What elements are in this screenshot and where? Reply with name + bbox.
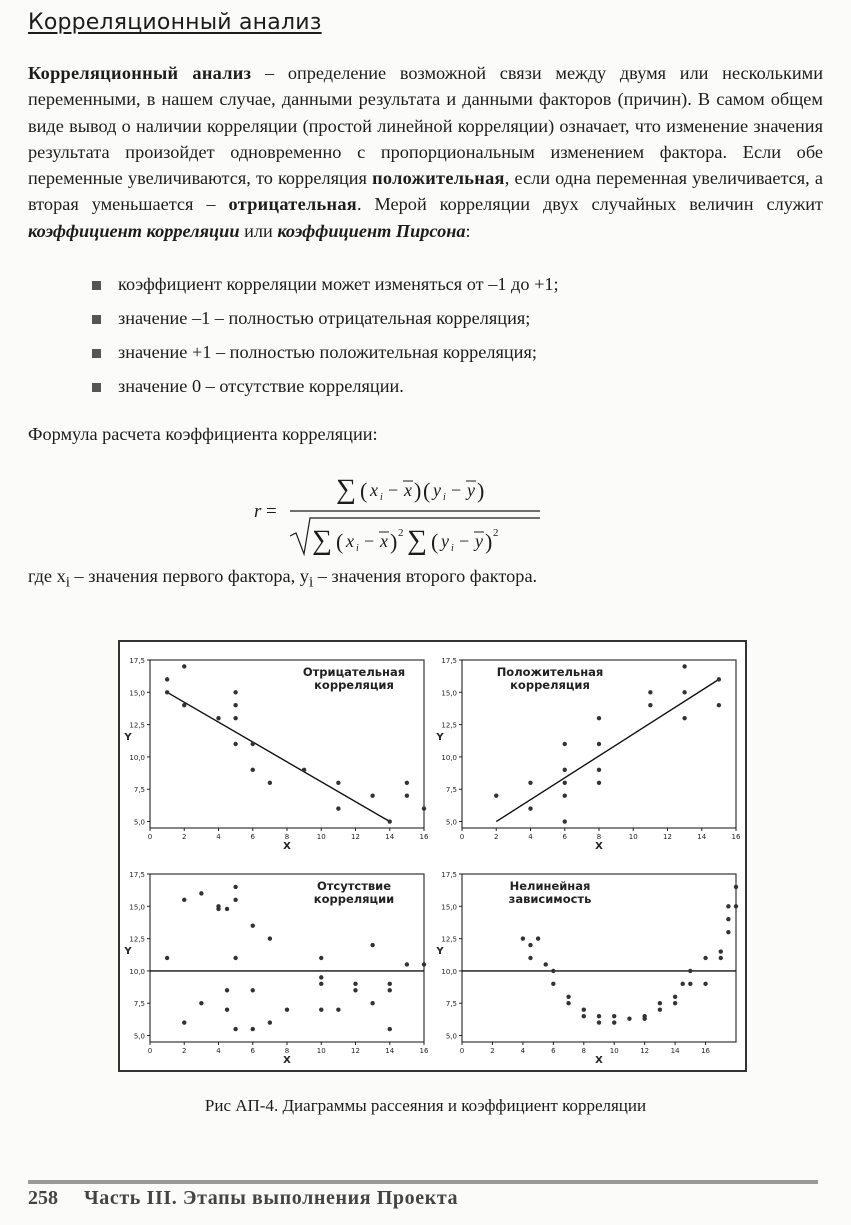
- y-tick-label: 10,0: [129, 753, 145, 762]
- x-tick-label: 2: [494, 833, 499, 841]
- svg-text:y: y: [467, 480, 475, 500]
- formula-legend: [28, 566, 537, 592]
- data-point: [681, 982, 685, 986]
- footer-rule: [28, 1180, 818, 1184]
- svg-text:): ): [477, 478, 485, 503]
- x-tick-label: 16: [701, 1047, 711, 1055]
- x-axis-label: X: [283, 1055, 291, 1066]
- data-point: [597, 781, 601, 785]
- panel-title: Положительная: [496, 665, 604, 679]
- negative-bold: отрицательная: [228, 194, 357, 215]
- data-point: [682, 716, 686, 720]
- data-point: [251, 742, 255, 746]
- x-tick-label: 2: [182, 833, 187, 841]
- scatter-panel-3: [120, 856, 432, 1070]
- x-tick-label: 4: [216, 1047, 221, 1055]
- formula-intro: Формула расчета коэффициента корреляции:: [28, 424, 378, 444]
- bullet-item: значение 0 – отсутствие корреляции.: [86, 372, 559, 406]
- data-point: [233, 1027, 237, 1031]
- data-point: [726, 917, 730, 921]
- bullet-item: значение –1 – полностью отрицательная корреляция;: [86, 304, 559, 338]
- data-point: [233, 885, 237, 889]
- svg-text:i: i: [380, 492, 383, 503]
- data-point: [703, 982, 707, 986]
- x-tick-label: 6: [250, 833, 255, 841]
- data-point: [673, 1001, 677, 1005]
- data-point: [597, 716, 601, 720]
- x-axis-label: X: [283, 841, 291, 852]
- x-tick-label: 0: [147, 1047, 153, 1055]
- data-point: [726, 930, 730, 934]
- x-tick-label: 4: [520, 1047, 526, 1055]
- y-tick-label: 10,0: [129, 967, 145, 976]
- x-tick-label: 10: [609, 1047, 619, 1055]
- y-tick-label: 17,5: [129, 871, 145, 879]
- data-point: [182, 703, 186, 707]
- x-tick-label: 14: [697, 833, 707, 841]
- data-point: [717, 703, 721, 707]
- svg-text:2: 2: [398, 527, 404, 539]
- footer-title: Часть III. Этапы выполнения Проекта: [84, 1187, 459, 1209]
- data-point: [336, 1007, 340, 1011]
- data-point: [521, 936, 525, 940]
- x-tick-label: 14: [385, 1047, 395, 1055]
- data-point: [216, 716, 220, 720]
- data-point: [370, 943, 374, 947]
- y-tick-label: 7,5: [445, 1000, 457, 1009]
- data-point: [251, 923, 255, 927]
- data-point: [302, 768, 306, 772]
- svg-text:−: −: [388, 480, 399, 500]
- x-tick-label: 6: [562, 833, 567, 841]
- scatter-panel-1: [120, 642, 432, 856]
- data-point: [268, 781, 272, 785]
- legend-text-1: где x: [28, 566, 66, 586]
- svg-text:i: i: [356, 543, 359, 554]
- bullet-list: [86, 270, 559, 406]
- y-tick-label: 15,0: [129, 903, 145, 912]
- page-number: 258: [28, 1187, 58, 1209]
- data-point: [582, 1007, 586, 1011]
- data-point: [165, 690, 169, 694]
- legend-text-2: – значения первого фактора, y: [69, 566, 309, 586]
- svg-text:x: x: [346, 531, 354, 551]
- data-point: [336, 806, 340, 810]
- data-point: [582, 1014, 586, 1018]
- svg-text:y: y: [433, 480, 441, 500]
- legend-sub-1: i: [65, 573, 70, 591]
- svg-text:y: y: [475, 531, 483, 551]
- y-axis-label: Y: [124, 732, 132, 743]
- data-point: [658, 1007, 662, 1011]
- data-point: [268, 936, 272, 940]
- data-point: [528, 781, 532, 785]
- data-point: [353, 988, 357, 992]
- panel-title: Отрицательная: [302, 665, 406, 679]
- x-tick-label: 12: [351, 1047, 360, 1055]
- svg-text:x: x: [370, 480, 378, 500]
- section-heading: Корреляционный анализ: [28, 10, 322, 35]
- y-tick-label: 12,5: [129, 935, 145, 944]
- y-tick-label: 17,5: [441, 871, 457, 879]
- svg-text:=: =: [266, 501, 277, 522]
- x-tick-label: 12: [351, 833, 360, 841]
- x-tick-label: 14: [385, 833, 395, 841]
- svg-text:(: (: [360, 478, 368, 503]
- pearson-formula: [250, 462, 550, 572]
- x-tick-label: 10: [316, 1047, 326, 1055]
- panel-title: Отсутствие: [316, 879, 392, 893]
- data-point: [658, 1001, 662, 1005]
- data-point: [199, 891, 203, 895]
- para-text-3: . Мерой корреляции двух случайных величин служит: [357, 194, 823, 215]
- svg-text:−: −: [451, 480, 462, 500]
- x-tick-label: 0: [147, 833, 153, 841]
- para-text-5: :: [465, 220, 471, 241]
- x-tick-label: 8: [596, 833, 602, 841]
- data-point: [528, 956, 532, 960]
- panel-title: Нелинейная: [509, 879, 591, 893]
- panel-title: зависимость: [508, 892, 592, 906]
- y-tick-label: 15,0: [129, 689, 145, 698]
- data-point: [319, 982, 323, 986]
- x-tick-label: 4: [528, 833, 533, 841]
- legend-text-3: – значения второго фактора.: [313, 566, 538, 586]
- svg-text:2: 2: [493, 527, 499, 539]
- data-point: [182, 664, 186, 668]
- data-point: [388, 988, 392, 992]
- x-tick-label: 8: [284, 1047, 290, 1055]
- data-point: [612, 1020, 616, 1024]
- panel-title: корреляция: [510, 678, 590, 692]
- data-point: [648, 690, 652, 694]
- data-point: [225, 988, 229, 992]
- data-point: [422, 806, 426, 810]
- data-point: [268, 1020, 272, 1024]
- data-point: [597, 742, 601, 746]
- x-tick-label: 4: [216, 833, 221, 841]
- svg-text:∑: ∑: [407, 525, 427, 556]
- x-tick-label: 10: [316, 833, 326, 841]
- data-point: [563, 768, 567, 772]
- data-point: [233, 703, 237, 707]
- y-tick-label: 15,0: [441, 903, 457, 912]
- data-point: [563, 781, 567, 785]
- x-tick-label: 10: [628, 833, 638, 841]
- data-point: [233, 956, 237, 960]
- x-tick-label: 16: [731, 833, 741, 841]
- data-point: [717, 677, 721, 681]
- legend-sub-2: i: [308, 573, 314, 591]
- data-point: [682, 664, 686, 668]
- y-tick-label: 5,0: [133, 818, 145, 827]
- page-footer: [28, 1187, 458, 1210]
- para-text-4: или: [239, 220, 278, 241]
- data-point: [627, 1017, 631, 1021]
- data-point: [182, 1020, 186, 1024]
- data-point: [688, 969, 692, 973]
- data-point: [233, 898, 237, 902]
- x-tick-label: 2: [182, 1047, 187, 1055]
- svg-text:−: −: [364, 531, 375, 551]
- x-tick-label: 0: [459, 833, 465, 841]
- bullet-item: коэффициент корреляции может изменяться от –1 до +1;: [86, 270, 559, 304]
- data-point: [370, 793, 374, 797]
- svg-text:x: x: [380, 531, 388, 551]
- bullet-item: значение +1 – полностью положительная корреляция;: [86, 338, 559, 372]
- y-tick-label: 7,5: [133, 786, 145, 795]
- y-tick-label: 5,0: [133, 1032, 145, 1041]
- x-tick-label: 8: [284, 833, 290, 841]
- data-point: [528, 943, 532, 947]
- data-point: [612, 1014, 616, 1018]
- svg-text:): ): [414, 478, 422, 503]
- data-point: [566, 1001, 570, 1005]
- y-axis-label: Y: [124, 946, 132, 957]
- data-point: [719, 956, 723, 960]
- data-point: [233, 716, 237, 720]
- coef-term-1: коэффициент корреляции: [28, 220, 240, 241]
- y-tick-label: 12,5: [441, 721, 457, 730]
- data-point: [597, 1014, 601, 1018]
- y-tick-label: 17,5: [441, 657, 457, 665]
- data-point: [566, 995, 570, 999]
- data-point: [165, 956, 169, 960]
- positive-bold: положительная: [372, 168, 505, 189]
- data-point: [370, 1001, 374, 1005]
- data-point: [199, 1001, 203, 1005]
- svg-text:−: −: [459, 531, 470, 551]
- data-point: [494, 793, 498, 797]
- y-tick-label: 12,5: [129, 721, 145, 730]
- data-point: [597, 1020, 601, 1024]
- svg-text:): ): [390, 529, 398, 554]
- data-point: [551, 982, 555, 986]
- para-text-2: , если одна переменная увеличивается, а вторая уменьшается –: [28, 168, 823, 215]
- data-point: [597, 768, 601, 772]
- data-point: [405, 793, 409, 797]
- data-point: [388, 819, 392, 823]
- svg-text:(: (: [423, 478, 431, 503]
- x-tick-label: 12: [663, 833, 672, 841]
- svg-text:(: (: [431, 529, 439, 554]
- data-point: [734, 885, 738, 889]
- data-point: [551, 969, 555, 973]
- data-point: [673, 995, 677, 999]
- data-point: [422, 962, 426, 966]
- intro-paragraph: [28, 60, 823, 244]
- y-tick-label: 12,5: [441, 935, 457, 944]
- data-point: [688, 982, 692, 986]
- data-point: [319, 975, 323, 979]
- data-point: [165, 677, 169, 681]
- data-point: [251, 768, 255, 772]
- data-point: [405, 781, 409, 785]
- svg-text:(: (: [336, 529, 344, 554]
- data-point: [563, 742, 567, 746]
- y-axis-label: Y: [436, 946, 444, 957]
- data-point: [225, 907, 229, 911]
- y-tick-label: 17,5: [129, 657, 145, 665]
- data-point: [251, 1027, 255, 1031]
- x-axis-label: X: [595, 1055, 603, 1066]
- svg-text:y: y: [441, 531, 449, 551]
- y-tick-label: 7,5: [133, 1000, 145, 1009]
- scatter-panel-2: [432, 642, 744, 856]
- data-point: [563, 819, 567, 823]
- x-axis-label: X: [595, 841, 603, 852]
- data-point: [336, 781, 340, 785]
- data-point: [233, 690, 237, 694]
- term-bold: Корреляционный анализ: [28, 63, 252, 83]
- figure-caption: Рис АП-4. Диаграммы рассеяния и коэффициент корреляции: [204, 1096, 647, 1115]
- data-point: [648, 703, 652, 707]
- panel-title: корреляции: [313, 892, 395, 906]
- data-point: [388, 1027, 392, 1031]
- data-point: [544, 962, 548, 966]
- scatter-panel-4: [432, 856, 744, 1070]
- svg-text:r: r: [254, 501, 262, 522]
- data-point: [719, 949, 723, 953]
- data-point: [233, 742, 237, 746]
- data-point: [682, 690, 686, 694]
- x-tick-label: 8: [581, 1047, 587, 1055]
- x-tick-label: 0: [459, 1047, 465, 1055]
- y-tick-label: 10,0: [441, 753, 457, 762]
- data-point: [251, 988, 255, 992]
- data-point: [536, 936, 540, 940]
- coef-term-2: коэффициент Пирсона: [277, 220, 466, 241]
- data-point: [182, 898, 186, 902]
- x-tick-label: 16: [419, 1047, 429, 1055]
- data-point: [405, 962, 409, 966]
- y-tick-label: 5,0: [445, 1032, 457, 1041]
- y-tick-label: 7,5: [445, 786, 457, 795]
- data-point: [563, 793, 567, 797]
- data-point: [319, 956, 323, 960]
- x-tick-label: 16: [419, 833, 429, 841]
- svg-text:): ): [485, 529, 493, 554]
- y-axis-label: Y: [436, 732, 444, 743]
- svg-text:∑: ∑: [312, 525, 332, 556]
- data-point: [726, 904, 730, 908]
- data-point: [353, 982, 357, 986]
- svg-text:x: x: [404, 480, 412, 500]
- data-point: [216, 907, 220, 911]
- svg-text:i: i: [443, 492, 446, 503]
- data-point: [734, 904, 738, 908]
- scatter-figure: [118, 640, 747, 1072]
- x-tick-label: 14: [670, 1047, 680, 1055]
- x-tick-label: 6: [250, 1047, 255, 1055]
- panel-title: корреляция: [314, 678, 394, 692]
- y-tick-label: 5,0: [445, 818, 457, 827]
- x-tick-label: 2: [490, 1047, 495, 1055]
- data-point: [388, 982, 392, 986]
- y-tick-label: 15,0: [441, 689, 457, 698]
- data-point: [319, 1007, 323, 1011]
- y-tick-label: 10,0: [441, 967, 457, 976]
- data-point: [528, 806, 532, 810]
- svg-text:∑: ∑: [336, 474, 356, 505]
- data-point: [285, 1007, 289, 1011]
- data-point: [703, 956, 707, 960]
- data-point: [225, 1007, 229, 1011]
- x-tick-label: 6: [551, 1047, 556, 1055]
- svg-text:i: i: [451, 543, 454, 554]
- x-tick-label: 12: [640, 1047, 650, 1055]
- para-text-1: – определение возможной связи между двумя или несколькими переменными, в нашем случае, данными результата и данными факторов (причин). В самом общем виде вывод о наличии корреляции (простой линейной корреляции) означает, что изменение значения результата произойдет одновременно с пропорциональным изменением фактора. Если обе переменные увеличиваются, то корреляция: [28, 63, 823, 189]
- data-point: [642, 1017, 646, 1021]
